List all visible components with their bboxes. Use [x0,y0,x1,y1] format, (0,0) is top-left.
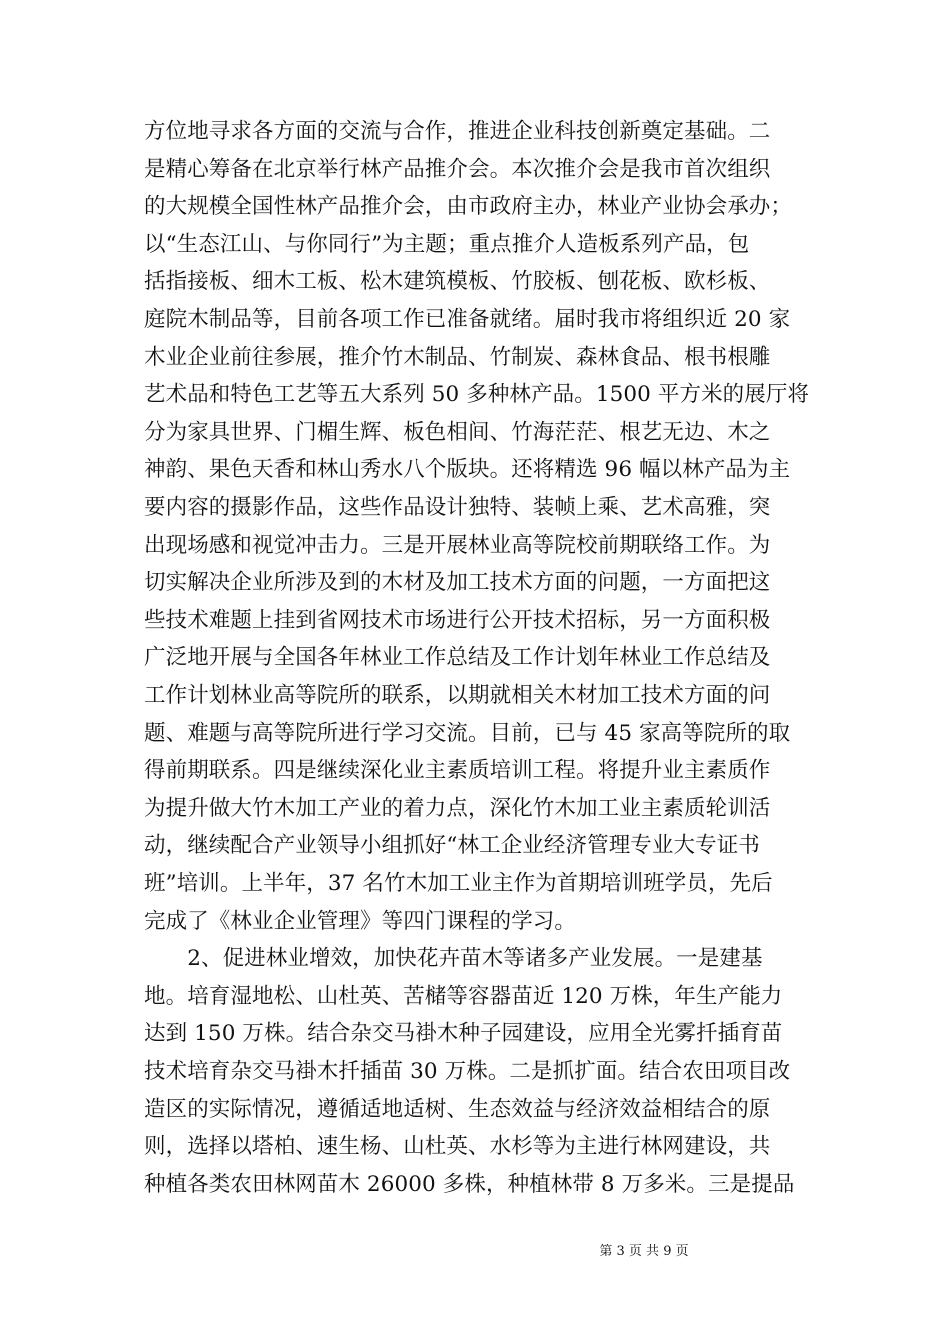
text-line: 是精心筹备在北京举行林产品推介会。本次推介会是我市首次组织 [144,156,771,182]
text-line: 种植各类农田林网苗木 26000 多株，种植林带 8 万多米。三是提品 [144,1171,795,1197]
text-line: 些技术难题上挂到省网技术市场进行公开技术招标，另一方面积极 [144,607,771,633]
text-line: 达到 150 万株。结合杂交马褂木种子园建设，应用全光雾扦插育苗 [144,1021,783,1047]
text-line: 工作计划林业高等院所的联系，以期就相关木材加工技术方面的问 [144,683,771,708]
text-line: 的大规模全国性林产品推介会，由市政府主办，林业产业协会承办； [144,194,793,220]
text-line: 动，继续配合产业领导小组抓好“林工企业经济管理专业大专证书 [144,833,760,859]
text-line: 技术培育杂交马褂木扦插苗 30 万株。二是抓扩面。结合农田项目改 [144,1059,791,1084]
text-line: 2、促进林业增效，加快花卉苗木等诸多产业发展。一是建基 [144,946,763,972]
text-line: 地。培育湿地松、山杜英、苦槠等容器苗近 120 万株，年生产能力 [144,983,783,1009]
text-line: 要内容的摄影作品，这些作品设计独特、装帧上乘、艺术高雅，突 [144,495,771,520]
text-line: 神韵、果色天香和林山秀水八个版块。还将精选 96 幅以林产品为主 [144,457,791,483]
text-line: 庭院木制品等，目前各项工作已准备就绪。届时我市将组织近 20 家 [144,307,791,332]
text-line: 广泛地开展与全国各年林业工作总结及工作计划年林业工作总结及 [144,645,771,671]
text-line: 得前期联系。四是继续深化业主素质培训工程。将提升业主素质作 [144,758,771,784]
text-line: 方位地寻求各方面的交流与合作，推进企业科技创新奠定基础。二 [144,119,771,144]
text-line: 班”培训。上半年，37 名竹木加工业主作为首期培训班学员，先后 [144,871,773,896]
text-line: 完成了《林业企业管理》等四门课程的学习。 [144,908,577,934]
page-number: 第 3 页 共 9 页 [599,1244,689,1259]
text-line: 木业企业前往参展，推介竹木制品、竹制炭、森林食品、根书根雕 [144,344,771,370]
text-line: 括指接板、细木工板、松木建筑模板、竹胶板、刨花板、欧杉板、 [144,269,771,295]
text-line: 则，选择以塔柏、速生杨、山杜英、水杉等为主进行林网建设，共 [144,1134,771,1160]
text-line: 造区的实际情况，遵循适地适树、生态效益与经济效益相结合的原 [144,1096,771,1122]
text-line: 以“生态江山、与你同行”为主题；重点推介人造板系列产品，包 [144,231,750,257]
text-line: 题、难题与高等院所进行学习交流。目前，已与 45 家高等院所的取 [144,720,791,746]
text-line: 切实解决企业所涉及到的木材及加工技术方面的问题，一方面把这 [144,570,771,596]
text-line: 出现场感和视觉冲击力。三是开展林业高等院校前期联络工作。为 [144,532,771,558]
text-line: 分为家具世界、门楣生辉、板色相间、竹海茫茫、根艺无边、木之 [144,419,771,445]
text-line: 艺术品和特色工艺等五大系列 50 多种林产品。1500 平方米的展厅将 [144,382,810,408]
text-line: 为提升做大竹木加工产业的着力点，深化竹木加工业主素质轮训活 [144,795,771,821]
